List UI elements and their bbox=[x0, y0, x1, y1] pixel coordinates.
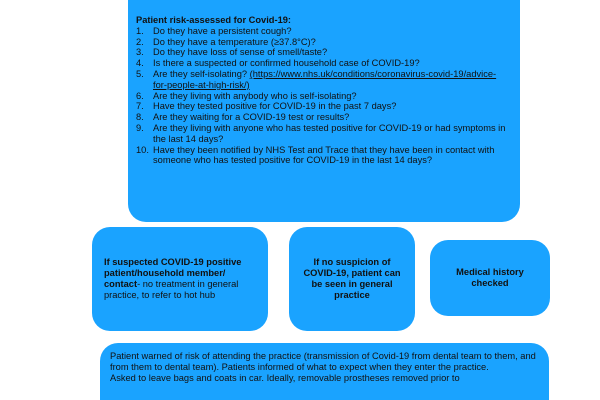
risk-question: 5. Are they self-isolating? (https://www.nhs.uk/conditions/coronavirus-covid-19/advice-for-people-at-high-risk/) bbox=[136, 68, 497, 90]
patient-warning-box bbox=[100, 343, 549, 400]
risk-question: 6. Are they living with anybody who is self-isolating? bbox=[136, 90, 357, 101]
suspected-case-heading: If suspected COVID-19 positive patient/household member/ contact bbox=[104, 257, 242, 289]
risk-question: 7. Have they tested positive for COVID-19 in the past 7 days? bbox=[136, 101, 397, 112]
risk-question: 8. Are they waiting for a COVID-19 test or results? bbox=[136, 112, 350, 123]
risk-assessment-title: Patient risk-assessed for Covid-19: bbox=[136, 15, 292, 25]
no-suspicion-box bbox=[289, 227, 415, 331]
risk-question-list bbox=[136, 26, 510, 166]
risk-question: 4. Is there a suspected or confirmed household case of COVID-19? bbox=[136, 58, 420, 69]
no-suspicion-text: If no suspicion of COVID-19, patient can be seen in general practice bbox=[303, 257, 401, 300]
medical-history-box bbox=[430, 240, 550, 316]
medical-history-text: Medical history checked bbox=[456, 267, 524, 288]
suspected-case-action: - no treatment in general practice, to refer to hot hub bbox=[104, 279, 239, 300]
risk-assessment-box bbox=[128, 0, 520, 222]
nhs-advice-link[interactable]: (https://www.nhs.uk/conditions/coronavirus-covid-19/advice-for-people-at-high-risk/) bbox=[153, 68, 497, 90]
risk-question: 1. Do they have a persistent cough? bbox=[136, 25, 292, 36]
risk-question: 10. Have they been notified by NHS Test and Trace that they have been in contact with someone who has tested positive for COVID-19 in the last 14 days? bbox=[136, 144, 495, 166]
warning-paragraph: Asked to leave bags and coats in car. Ideally, removable prostheses removed prior to bbox=[110, 373, 460, 384]
risk-question: 3. Do they have loss of sense of smell/taste? bbox=[136, 47, 328, 58]
warning-paragraph: Patient warned of risk of attending the practice (transmission of Covid-19 from dental team to them, and from them to dental team). Patients informed of what to expect when they enter the practice. bbox=[110, 351, 536, 373]
risk-question: 2. Do they have a temperature (≥37.8°C)? bbox=[136, 36, 316, 47]
suspected-case-box bbox=[92, 227, 268, 331]
risk-question: 9. Are they living with anyone who has tested positive for COVID-19 or had symptoms in the last 14 days? bbox=[136, 122, 506, 144]
